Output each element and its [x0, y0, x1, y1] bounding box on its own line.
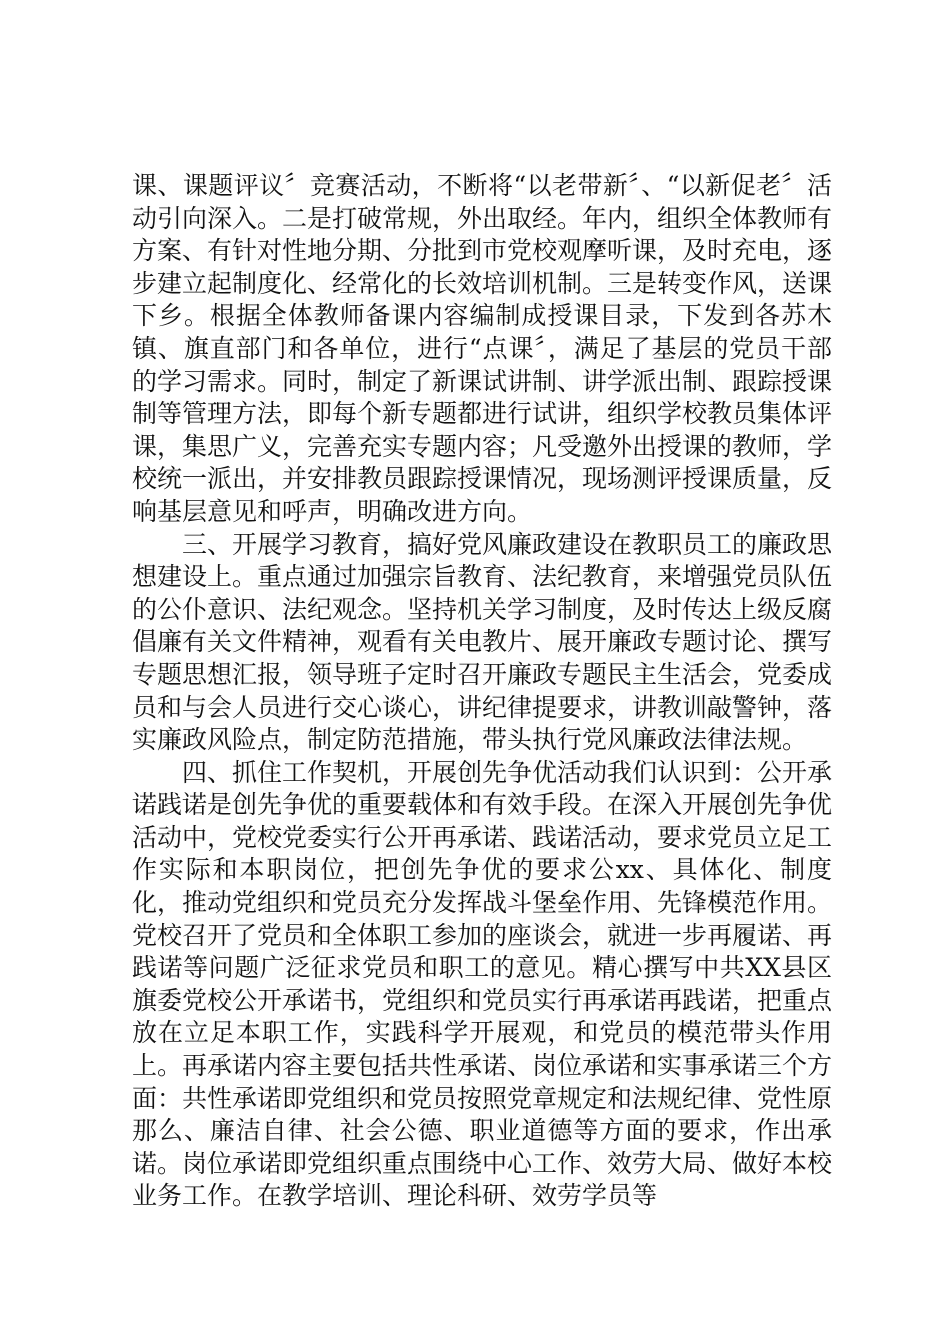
document-body — [132, 170, 832, 1213]
paragraph-section-four: 四、抓住工作契机，开展创先争优活动我们认识到：公开承诺践诺是创先争优的重要载体和有效手段。在深入开展创先争优活动中，党校党委实行公开再承诺、践诺活动，要求党员立足工作实际和本职岗位，把创先争优的要求公xx、具体化、制度化，推动党组织和党员充分发挥战斗堡垒作用、先锋模范作用。党校召开了党员和全体职工参加的座谈会，就进一步再履诺、再践诺等问题广泛征求党员和职工的意见。精心撰写中共XX县区旗委党校公开承诺书，党组织和党员实行再承诺再践诺，把重点放在立足本职工作，实践科学开展观，和党员的模范带头作用上。再承诺内容主要包括共性承诺、岗位承诺和实事承诺三个方面：共性承诺即党组织和党员按照党章规定和法规纪律、党性原那么、廉洁自律、社会公德、职业道德等方面的要求，作出承诺。岗位承诺即党组织重点围绕中心工作、效劳大局、做好本校业务工作。在教学培训、理论科研、效劳学员等 — [132, 757, 833, 1211]
paragraph-continuation: 课、课题评议〞竞赛活动，不断将“以老带新〞、“以新促老〞活动引向深入。二是打破常规，外出取经。年内，组织全体教师有方案、有针对性地分期、分批到市党校观摩听课，及时充电，逐步建立起制度化、经常化的长效培训机制。三是转变作风，送课下乡。根据全体教师备课内容编制成授课目录，下发到各苏木镇、旗直部门和各单位，进行“点课〞，满足了基层的党员干部的学习需求。同时，制定了新课试讲制、讲学派出制、跟踪授课制等管理方法，即每个新专题都进行试讲，组织学校教员集体评课，集思广义，完善充实专题内容；凡受邀外出授课的教师，学校统一派出，并安排教员跟踪授课情况，现场测评授课质量，反响基层意见和呼声，明确改进方向。 — [132, 171, 833, 526]
paragraph-section-three: 三、开展学习教育，搞好党风廉政建设在教职员工的廉政思想建设上。重点通过加强宗旨教育、法纪教育，来增强党员队伍的公仆意识、法纪观念。坚持机关学习制度，及时传达上级反腐倡廉有关文件精神，观看有关电教片、展开廉政专题讨论、撰写专题思想汇报，领导班子定时召开廉政专题民主生活会，党委成员和与会人员进行交心谈心，讲纪律提要求，讲教训敲警钟，落实廉政风险点，制定防范措施，带头执行党风廉政法律法规。 — [132, 529, 833, 755]
